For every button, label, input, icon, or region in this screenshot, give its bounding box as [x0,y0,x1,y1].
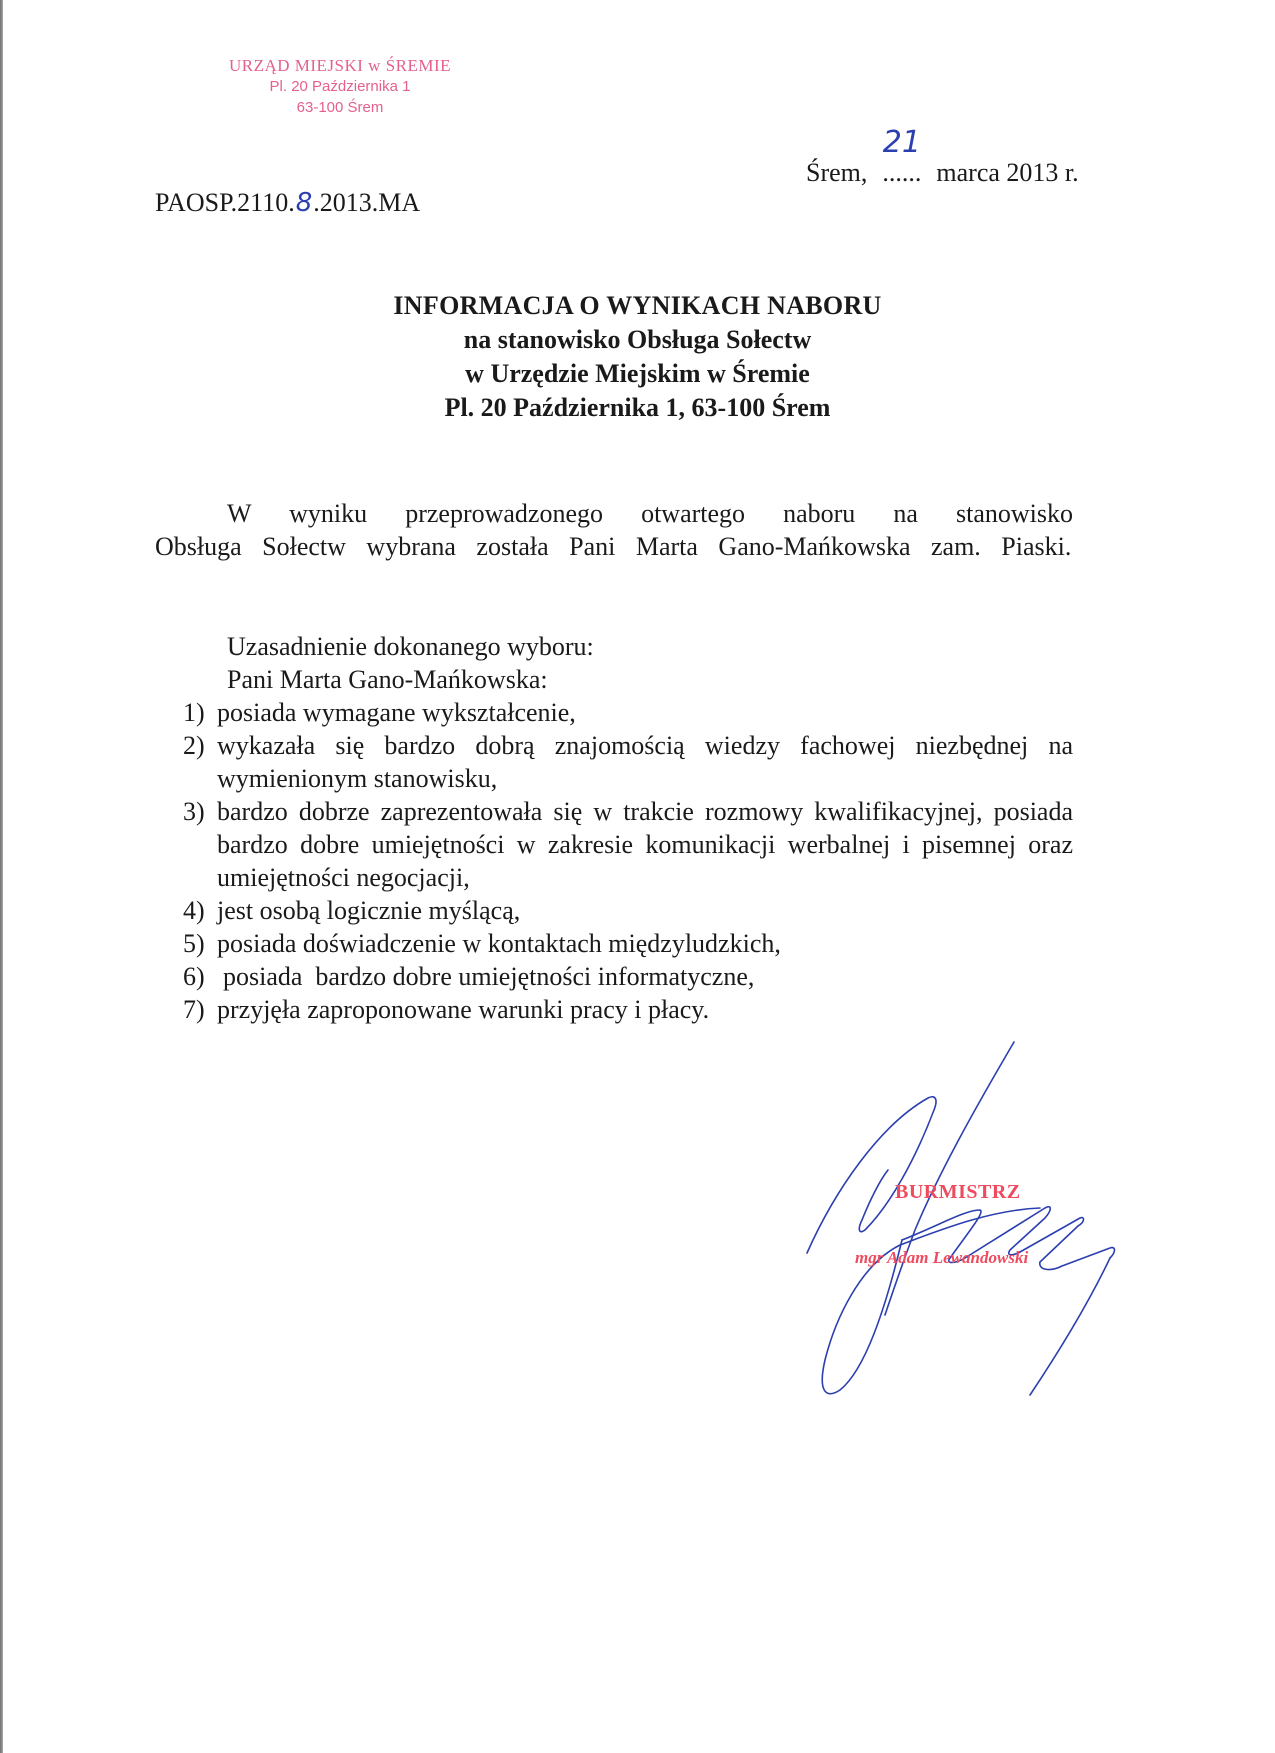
stamp-address-street: Pl. 20 Października 1 [269,78,411,95]
reason-number: 2) [183,731,205,760]
stamp-address-city: 63-100 Śrem [296,99,384,116]
signature-stroke-diagonal [885,1042,1014,1315]
reason-number: 1) [183,698,205,727]
title-main: INFORMACJA O WYNIKACH NABORU [393,291,882,320]
reason-text: wykazała się bardzo dobrą znajomością wiedzy fachowej niezbędnej na wymienionym stanowisku, [217,731,1073,793]
intro-paragraph [155,497,1073,563]
signature-stroke-left-loop [807,1097,936,1253]
reason-text: jest osobą logicznie myślącą, [217,896,521,925]
justification-heading: Uzasadnienie dokonanego wyboru: [227,632,594,661]
reason-text: bardzo dobrze zaprezentowała się w trakcie rozmowy kwalifikacyjnej, posiada bardzo dobre umiejętności w zakresie komunikacji werbalnej i pisemnej oraz umiejętności negocjacji, [217,797,1073,892]
reference-suffix: .2013.MA [313,188,421,217]
signatory-name-stamp: mgr Adam Lewandowski [855,1248,1029,1267]
signature-stroke-tail [1030,1258,1110,1395]
signatory-title-stamp: BURMISTRZ [895,1181,1021,1203]
reason-item [155,894,1073,927]
document-title [0,289,1275,425]
date-dots: ...... [882,158,922,187]
signature-block [740,1030,1140,1430]
date-handwritten-day: 21 [882,125,921,160]
reference-prefix: PAOSP.2110. [155,188,295,217]
reason-item [155,960,1073,993]
reasons-list [155,696,1073,1026]
date-day-field [874,125,930,188]
document-reference-number [155,188,420,218]
handwritten-signature-icon [740,1030,1140,1430]
title-office: w Urzędzie Miejskim w Śremie [465,359,810,388]
reason-item [155,729,1073,795]
title-position: na stanowisko Obsługa Sołectw [463,325,812,354]
justification-person: Pani Marta Gano-Mańkowska: [227,665,548,694]
signature-stroke-bottom-loop [822,1208,1040,1394]
scan-page-edge [0,0,3,1753]
reason-text: posiada wymagane wykształcenie, [217,698,576,727]
reason-item [155,696,1073,729]
reason-text: posiada doświadczenie w kontaktach międzyludzkich, [217,929,781,958]
reason-item [155,993,1073,1026]
title-address: Pl. 20 Października 1, 63-100 Śrem [444,393,831,422]
reason-item [155,927,1073,960]
reason-number: 5) [183,929,205,958]
reason-number: 3) [183,797,205,826]
stamp-office-name: URZĄD MIEJSKI w ŚREMIE [228,56,452,75]
document-date [806,125,1079,188]
justification-section [155,630,1073,1026]
reason-text: przyjęła zaproponowane warunki pracy i płacy. [217,995,710,1024]
reason-number: 7) [183,995,205,1024]
intro-text: W wyniku przeprowadzonego otwartego naboru na stanowisko Obsługa Sołectw wybrana została Pani Marta Gano-Mańkowska zam. Piaski. [155,499,1073,561]
reference-handwritten-number: 8 [295,188,313,218]
office-stamp [200,56,480,118]
reason-text: posiada bardzo dobre umiejętności informatyczne, [223,962,755,991]
date-month-year: marca 2013 r. [929,158,1079,187]
reason-number: 6) [183,962,205,991]
reason-item [155,795,1073,894]
date-place: Śrem, [806,158,874,187]
reason-number: 4) [183,896,205,925]
